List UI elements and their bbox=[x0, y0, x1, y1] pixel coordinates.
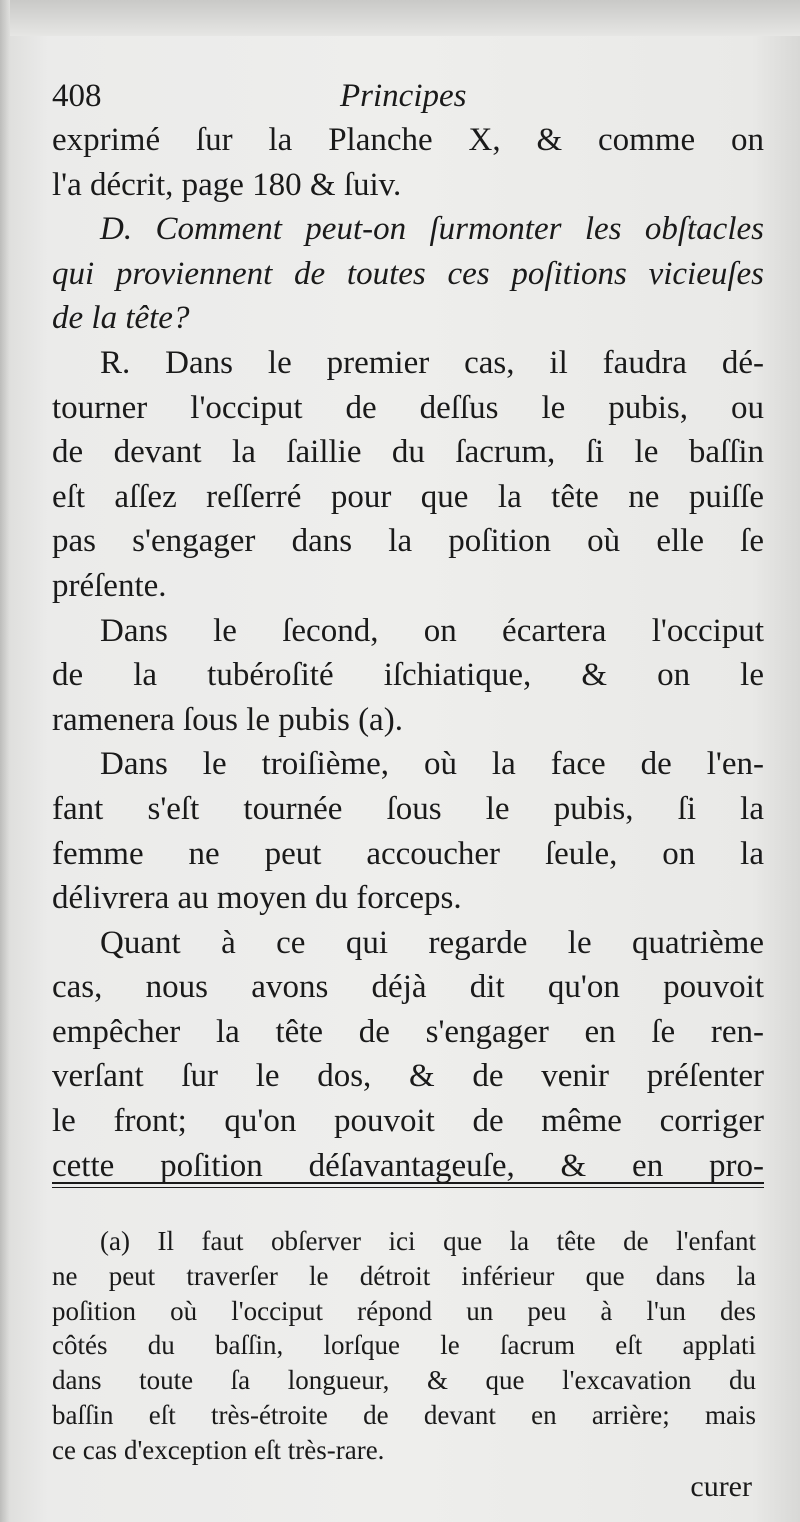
text-line: ramenera ſous le pubis (a). bbox=[52, 701, 403, 738]
footnote-line: ce cas d'exception eſt très-rare. bbox=[52, 1434, 385, 1465]
running-header bbox=[52, 74, 764, 118]
text-line: empêcher la tête de s'engager en ſe ren- bbox=[52, 1013, 764, 1050]
text-line: femme ne peut accoucher ſeule, on la bbox=[52, 835, 764, 872]
text-line: qui proviennent de toutes ces poſitions vicieuſes bbox=[52, 255, 764, 292]
text-line: Dans le ſecond, on écartera l'occiput bbox=[100, 612, 764, 649]
footnote-rule bbox=[52, 1182, 764, 1188]
page-number: 408 bbox=[52, 78, 102, 114]
footnote-line: poſition où l'occiput répond un peu à l'un des bbox=[52, 1295, 756, 1326]
footnote-line: baſſin eſt très-étroite de devant en arrière; mais bbox=[52, 1399, 756, 1430]
page-top-shadow bbox=[0, 0, 800, 36]
text-line: verſant ſur le dos, & de venir préſenter bbox=[52, 1058, 764, 1095]
text-line: pas s'engager dans la poſition où elle ſe bbox=[52, 523, 764, 560]
text-line: délivrera au moyen du forceps. bbox=[52, 880, 462, 917]
footnote-line: dans toute ſa longueur, & que l'excavation du bbox=[52, 1365, 756, 1396]
text-line: fant s'eſt tournée ſous le pubis, ſi la bbox=[52, 790, 764, 827]
text-line: le front; qu'on pouvoit de même corriger bbox=[52, 1103, 764, 1140]
text-line: Quant à ce qui regarde le quatrième bbox=[100, 924, 764, 961]
page-left-shadow bbox=[0, 0, 10, 1522]
text-line: cette poſition déſavantageuſe, & en pro- bbox=[52, 1147, 764, 1184]
text-line: eſt aſſez reſſerré pour que la tête ne puiſſe bbox=[52, 478, 764, 515]
running-title: Principes bbox=[340, 78, 467, 114]
body-text bbox=[52, 118, 764, 1188]
catchword: curer bbox=[690, 1470, 752, 1503]
text-line: Dans le troiſième, où la face de l'en- bbox=[100, 746, 764, 783]
footnote-line: ne peut traverſer le détroit inférieur que dans la bbox=[52, 1260, 756, 1291]
text-line: préſente. bbox=[52, 567, 167, 604]
text-line: D. Comment peut-on ſurmonter les obſtacles bbox=[100, 211, 764, 248]
text-line: de devant la ſaillie du ſacrum, ſi le baſſin bbox=[52, 434, 764, 471]
footnote-line: côtés du baſſin, lorſque le ſacrum eſt applati bbox=[52, 1330, 756, 1361]
main-text bbox=[52, 74, 764, 1188]
text-line: l'a décrit, page 180 & ſuiv. bbox=[52, 166, 402, 203]
text-line: R. Dans le premier cas, il faudra dé- bbox=[100, 344, 764, 381]
text-line: exprimé ſur la Planche X, & comme on bbox=[52, 122, 764, 158]
footnote-line: (a) Il faut obſerver ici que la tête de l'enfant bbox=[100, 1226, 756, 1256]
text-line: de la tête? bbox=[52, 300, 190, 337]
text-line: cas, nous avons déjà dit qu'on pouvoit bbox=[52, 969, 764, 1006]
text-line: de la tubéroſité iſchiatique, & on le bbox=[52, 657, 764, 694]
footnote bbox=[52, 1224, 756, 1468]
text-line: tourner l'occiput de deſſus le pubis, ou bbox=[52, 389, 764, 426]
